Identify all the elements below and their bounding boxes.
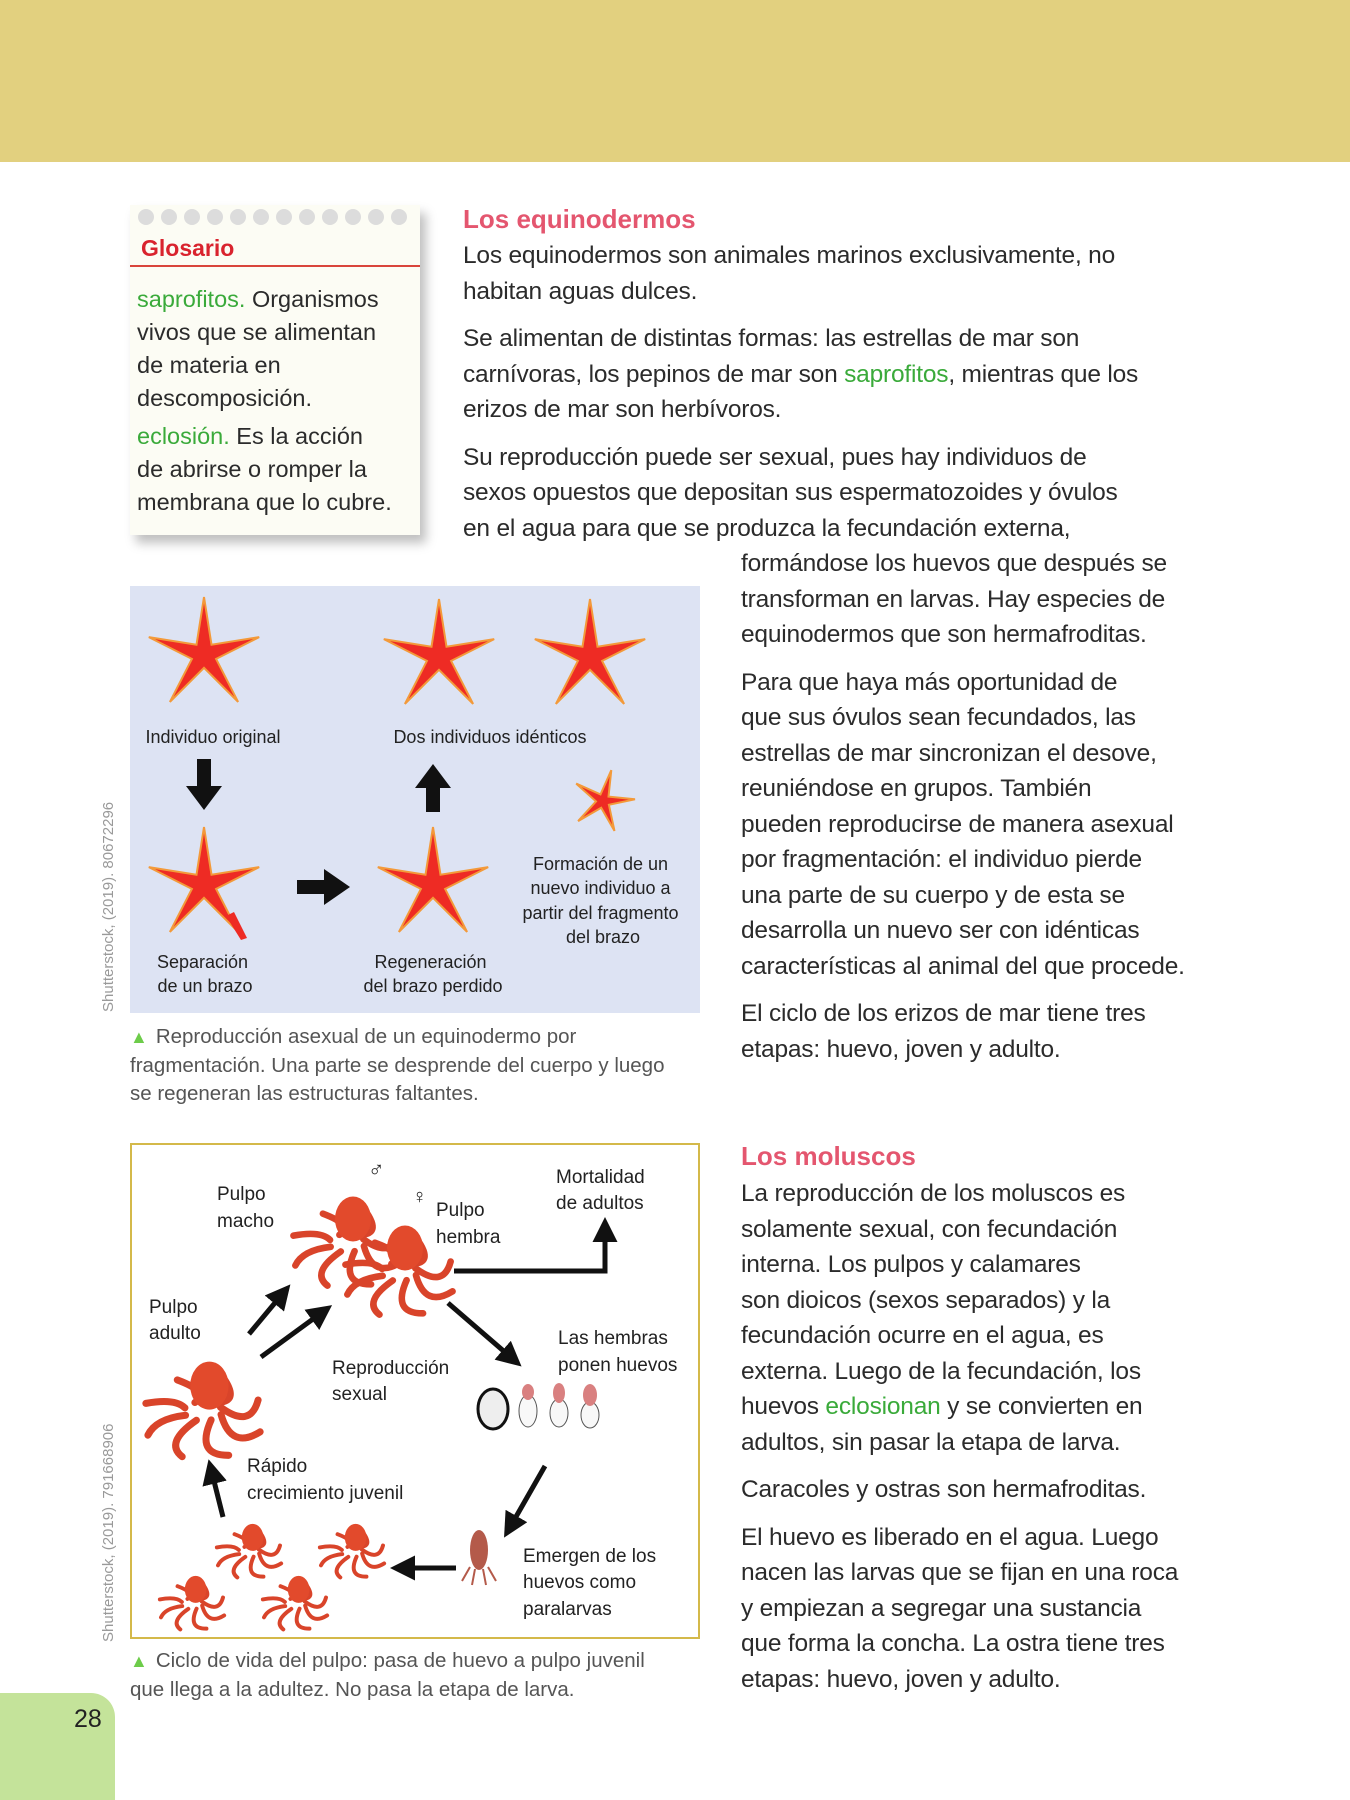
octopus-lifecycle-figure	[130, 1143, 700, 1639]
text-segment: , mientras que los	[948, 360, 1139, 388]
octopus-juvenile	[263, 1576, 327, 1629]
label-emergen: Emergen de los huevos como paralarvas	[523, 1546, 657, 1620]
text-segment: y se convierten en	[940, 1393, 1143, 1420]
figure1-caption: ▲ Reproducción asexual de un equinodermo por fragmentación. Una parte se desprende del cuerpo y luego se regeneran las estructuras faltantes.	[130, 1025, 665, 1105]
text-line: sexos opuestos que depositan sus espermatozoides y óvulos	[463, 479, 1118, 506]
text-line: Los equinodermos son animales marinos exclusivamente, no	[463, 242, 1116, 269]
figure1-credit: Shutterstock, (2019). 80672296	[100, 801, 117, 1012]
starfish-regenerating	[378, 827, 488, 932]
label-regeneracion: Regeneración del brazo perdido	[363, 952, 503, 996]
paragraph	[463, 321, 1138, 428]
label-crecimiento: Rápido crecimiento juvenil	[247, 1456, 404, 1504]
glossary-term: eclosión.	[137, 423, 230, 449]
arrow-up-icon	[426, 786, 440, 812]
glossary-definition: de materia en	[137, 352, 281, 378]
text-line: son dioicos (sexos separados) y la	[741, 1286, 1111, 1314]
label-separacion: Separación de un brazo	[156, 952, 253, 996]
label-mortalidad: Mortalidad de adultos	[556, 1167, 645, 1214]
starfish-identical-2	[535, 599, 645, 704]
glossary-term-link: saprofitos	[844, 360, 949, 388]
arrow-right-icon	[297, 880, 327, 894]
octopus-adult	[146, 1362, 260, 1457]
text-line: transforman en larvas. Hay especies de	[741, 585, 1166, 613]
paragraph	[741, 1472, 1178, 1508]
page-number-tab	[0, 1693, 115, 1800]
text-line: que sus óvulos sean fecundados, las	[741, 704, 1136, 731]
text-line: habitan aguas dulces.	[463, 277, 698, 305]
label-dos-individuos: Dos individuos idénticos	[393, 727, 587, 747]
paragraph	[741, 1176, 1178, 1460]
header-band	[0, 0, 1350, 162]
label-pulpo-hembra: Pulpo hembra	[436, 1200, 501, 1248]
glossary-entry	[137, 420, 392, 519]
text-line: erizos de mar son herbívoros.	[463, 396, 782, 423]
starfish-original	[149, 597, 259, 702]
text-line: características al animal del que procede.	[741, 952, 1185, 980]
text-segment: huevos	[741, 1393, 826, 1420]
text-line: La reproducción de los moluscos es	[741, 1180, 1126, 1207]
octopus-male	[293, 1197, 400, 1286]
starfish-identical-1	[384, 599, 494, 704]
text-line: etapas: huevo, joven y adulto.	[741, 1665, 1061, 1693]
text-line: estrellas de mar sincronizan el desove,	[741, 739, 1157, 767]
label-pulpo-adulto: Pulpo adulto	[149, 1297, 201, 1344]
caption-triangle-icon: ▲	[130, 1651, 148, 1671]
text-line: Se alimentan de distintas formas: las estrellas de mar son	[463, 325, 1080, 352]
text-line: y empiezan a segregar una sustancia	[741, 1594, 1142, 1622]
octopus-juvenile	[160, 1576, 224, 1629]
glossary-definition: Es la acción	[229, 423, 363, 449]
text-line: en el agua para que se produzca la fecundación externa,	[463, 514, 1071, 542]
label-formacion: Formación de un nuevo individuo a partir del fragmento del brazo	[522, 854, 679, 947]
glossary-term-link: eclosionan	[825, 1393, 941, 1420]
label-pulpo-macho: Pulpo macho	[217, 1184, 275, 1232]
text-line: Para que haya más oportunidad de	[741, 668, 1118, 696]
glossary-entry	[137, 283, 392, 415]
glossary-card	[130, 205, 420, 535]
male-symbol: ♂	[368, 1157, 385, 1182]
arrow-right-head	[324, 869, 350, 905]
arrow-up-head	[415, 764, 451, 788]
label-reproduccion: Reproducción sexual	[332, 1358, 450, 1405]
glossary-divider	[130, 265, 420, 267]
text-line: interna. Los pulpos y calamares	[741, 1251, 1081, 1278]
text-line: externa. Luego de la fecundación, los	[741, 1357, 1141, 1385]
glossary-definition: Organismos	[245, 286, 379, 312]
figure2-caption: ▲ Ciclo de vida del pulpo: pasa de huevo a pulpo juvenil que llega a la adultez. No pasa la etapa de larva.	[130, 1649, 645, 1701]
paragraph	[741, 546, 1185, 653]
text-line: desarrolla un nuevo ser con idénticas	[741, 917, 1140, 944]
paragraph	[463, 440, 1138, 547]
detached-arm	[226, 912, 247, 940]
figure2-credit: Shutterstock, (2019). 791668906	[100, 1423, 117, 1642]
glossary-definition: membrana que lo cubre.	[137, 489, 392, 515]
starfish-separating	[149, 827, 259, 932]
text-line	[741, 1389, 1178, 1425]
text-line: solamente sexual, con fecundación	[741, 1215, 1118, 1243]
label-individuo-original: Individuo original	[145, 727, 281, 747]
caption-triangle-icon: ▲	[130, 1027, 148, 1047]
heading-moluscos: Los moluscos	[741, 1141, 916, 1171]
octopus-juvenile	[217, 1524, 281, 1577]
notebook-rings	[138, 209, 407, 225]
paragraph	[741, 665, 1185, 985]
heading-equinodermos: Los equinodermos	[463, 204, 696, 234]
text-line: fecundación ocurre en el agua, es	[741, 1322, 1104, 1349]
paragraph	[741, 996, 1185, 1067]
text-segment: carnívoras, los pepinos de mar son	[463, 360, 845, 388]
text-line: El ciclo de los erizos de mar tiene tres	[741, 1000, 1146, 1027]
paragraph	[463, 238, 1138, 309]
text-line: Su reproducción puede ser sexual, pues hay individuos de	[463, 443, 1087, 471]
moluscos-text	[741, 1176, 1178, 1709]
text-line: formándose los huevos que después se	[741, 550, 1167, 577]
text-line: que forma la concha. La ostra tiene tres	[741, 1630, 1165, 1657]
text-line: etapas: huevo, joven y adulto.	[741, 1035, 1061, 1063]
glossary-definition: descomposición.	[137, 385, 313, 411]
text-line: El huevo es liberado en el agua. Luego	[741, 1523, 1159, 1551]
equinodermos-text-right	[741, 546, 1185, 1079]
page-number: 28	[74, 1705, 102, 1733]
glossary-definition: de abrirse o romper la	[137, 456, 367, 482]
text-line: una parte de su cuerpo y de esta se	[741, 881, 1125, 909]
text-line: adultos, sin pasar la etapa de larva.	[741, 1428, 1121, 1456]
starfish-fragmentation-figure	[130, 586, 700, 1013]
arrow-down-head	[186, 786, 222, 810]
paragraph	[741, 1520, 1178, 1698]
label-ponen-huevos: Las hembras ponen huevos	[558, 1328, 678, 1376]
female-symbol: ♀	[412, 1186, 427, 1208]
glossary-definition: vivos que se alimentan	[137, 319, 377, 345]
text-line: por fragmentación: el individuo pierde	[741, 846, 1142, 873]
text-line	[463, 357, 1138, 393]
octopus-juvenile	[320, 1524, 384, 1577]
eggs	[478, 1383, 599, 1429]
text-line: nacen las larvas que se fijan en una roca	[741, 1559, 1179, 1586]
glossary-term: saprofitos.	[137, 286, 246, 312]
starfish-fragment	[576, 770, 635, 831]
glossary-entries	[137, 283, 392, 524]
glossary-title: Glosario	[141, 235, 235, 261]
equinodermos-text-top	[463, 238, 1138, 558]
text-line: Caracoles y ostras son hermafroditas.	[741, 1476, 1147, 1503]
text-line: equinodermos que son hermafroditas.	[741, 621, 1147, 648]
text-line: reuniéndose en grupos. También	[741, 775, 1092, 802]
text-line: pueden reproducirse de manera asexual	[741, 810, 1174, 838]
arrow-down-icon	[197, 759, 211, 789]
paralarva	[462, 1530, 496, 1585]
